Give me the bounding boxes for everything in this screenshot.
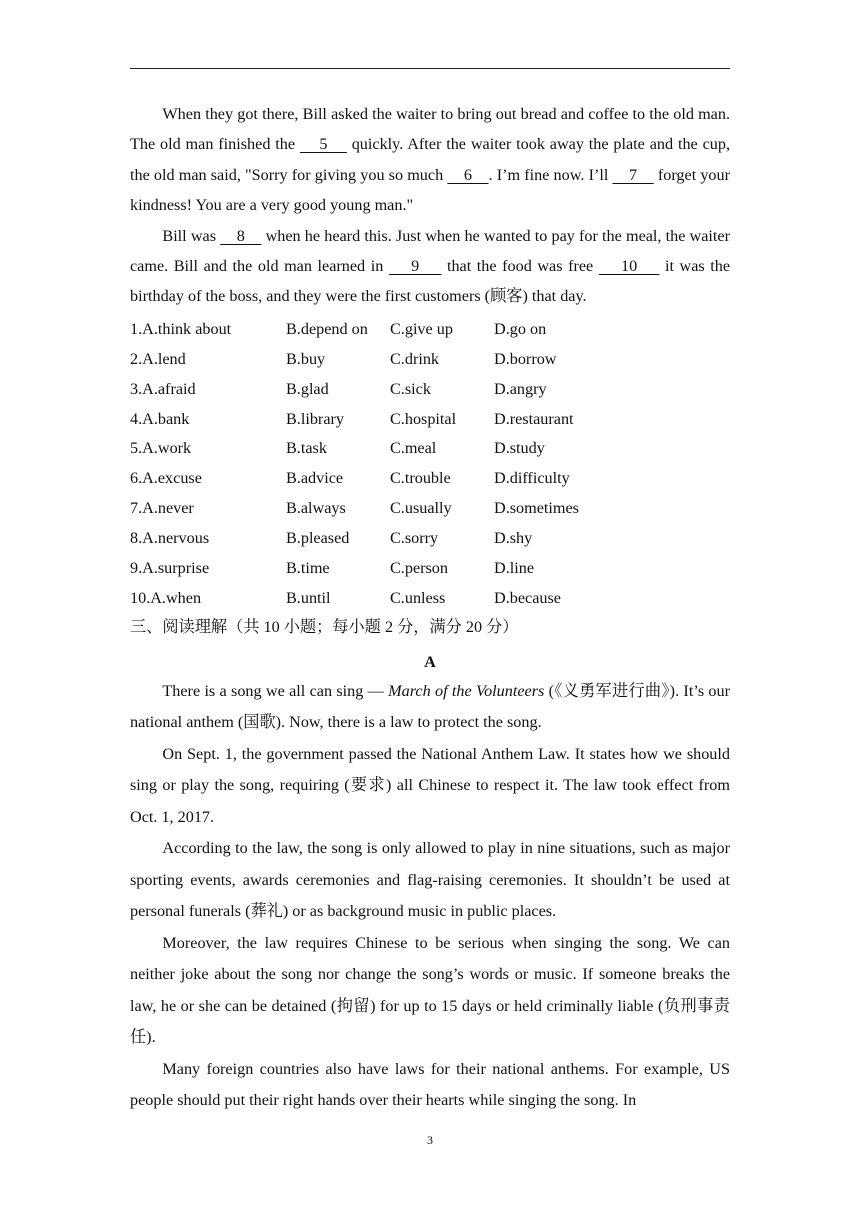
option-d: D.shy <box>494 529 533 548</box>
option-a: 3.A.afraid <box>130 379 196 398</box>
option-a: 9.A.surprise <box>130 558 210 577</box>
option-b: B.until <box>286 588 331 607</box>
option-row-2 <box>130 345 730 375</box>
passage-paragraph-2: On Sept. 1, the government passed the National Anthem Law. It states how we should sing or play the song, requiring (要求) all Chinese to respect it. The law took effect from Oct. 1, 2017. <box>130 744 730 826</box>
option-d: D.borrow <box>494 349 557 368</box>
option-b: B.advice <box>286 469 344 488</box>
option-d: D.sometimes <box>494 499 579 518</box>
option-row-5 <box>130 434 730 464</box>
text-segment: . I’m fine now. I’ll <box>488 165 613 184</box>
option-c: C.meal <box>390 439 437 458</box>
passage-paragraph-5: Many foreign countries also have laws for their national anthems. For example, US people should put their right hands over their hearts while singing the song. In <box>130 1059 730 1110</box>
option-a: 8.A.nervous <box>130 529 210 548</box>
option-b: B.library <box>286 409 344 428</box>
option-row-1 <box>130 315 730 345</box>
option-a: 7.A.never <box>130 499 194 518</box>
passage-title: A <box>424 652 436 671</box>
option-d: D.line <box>494 558 535 577</box>
option-d: D.restaurant <box>494 409 574 428</box>
option-row-4 <box>130 405 730 435</box>
option-a: 5.A.work <box>130 439 192 458</box>
answer-options <box>130 315 730 614</box>
option-d: D.difficulty <box>494 469 570 488</box>
blank-6: 6 <box>447 165 489 184</box>
page-number: 3 <box>427 1133 433 1147</box>
text-segment: that the food was free <box>441 257 599 276</box>
cloze-paragraph-1 <box>130 99 730 221</box>
blank-9: 9 <box>388 257 442 276</box>
option-row-7 <box>130 494 730 524</box>
option-b: B.depend on <box>286 319 368 338</box>
option-b: B.always <box>286 499 346 518</box>
option-c: C.usually <box>390 499 452 518</box>
passage-paragraph-4: Moreover, the law requires Chinese to be serious when singing the song. We can neither joke about the song nor change the song’s words or music. If someone breaks the law, he or she can be detained (拘留) for up to 15 days or held criminally liable (负刑事责任). <box>130 933 730 1047</box>
text-segment: Bill was <box>162 226 221 245</box>
option-a: 4.A.bank <box>130 409 190 428</box>
blank-10: 10 <box>598 257 660 276</box>
option-b: B.pleased <box>286 529 350 548</box>
option-c: C.trouble <box>390 469 451 488</box>
option-c: C.person <box>390 558 448 577</box>
blank-7: 7 <box>612 165 654 184</box>
option-c: C.hospital <box>390 409 457 428</box>
option-d: D.because <box>494 588 561 607</box>
option-c: C.sick <box>390 379 431 398</box>
text-segment: (《义勇军进行曲》). It’s our national anthem (国歌). Now, there is a law to protect the song. <box>130 681 730 732</box>
option-row-3 <box>130 375 730 405</box>
option-a: 10.A.when <box>130 588 202 607</box>
text-segment: When they got there, Bill asked the waiter to bring out bread and coffee to the old man. The old man finished the <box>130 105 730 154</box>
text-segment: it was the birthday of the boss, and they were the first customers (顾客) that day. <box>130 257 731 306</box>
song-title: March of the Volunteers <box>388 681 545 700</box>
text-segment: There is a song we all can sing — <box>162 681 389 700</box>
option-d: D.angry <box>494 379 547 398</box>
option-row-6 <box>130 464 730 494</box>
option-b: B.task <box>286 439 327 458</box>
option-b: B.time <box>286 558 330 577</box>
option-a: 1.A.think about <box>130 319 232 338</box>
text-segment: quickly. After the waiter took away the plate and the cup, the old man said, "Sorry for giving you so much <box>130 135 730 184</box>
option-b: B.buy <box>286 349 326 368</box>
passage-paragraph-1 <box>130 676 730 739</box>
page-content <box>130 99 730 1117</box>
option-d: D.study <box>494 439 545 458</box>
text-segment: when he heard this. Just when he wanted to pay for the meal, the waiter came. Bill and the old man learned in <box>130 226 730 276</box>
option-row-10 <box>130 584 730 614</box>
blank-8: 8 <box>220 226 262 245</box>
option-a: 6.A.excuse <box>130 469 202 488</box>
section-heading: 三、阅读理解（共 10 小题；每小题 2 分，满分 20 分） <box>130 617 519 636</box>
option-b: B.glad <box>286 379 329 398</box>
option-c: C.give up <box>390 319 453 338</box>
option-c: C.unless <box>390 588 446 607</box>
option-row-8 <box>130 524 730 554</box>
option-d: D.go on <box>494 319 547 338</box>
option-c: C.drink <box>390 349 440 368</box>
option-a: 2.A.lend <box>130 349 186 368</box>
blank-5: 5 <box>299 135 347 154</box>
header-rule <box>130 68 730 69</box>
cloze-paragraph-2 <box>130 221 730 312</box>
text-segment: forget your kindness! You are a very good young man." <box>130 165 731 215</box>
passage-paragraph-3: According to the law, the song is only allowed to play in nine situations, such as major sporting events, awards ceremonies and flag-raising ceremonies. It shouldn’t be used at personal funerals (葬礼) or as background music in public places. <box>130 839 730 921</box>
option-c: C.sorry <box>390 529 439 548</box>
option-row-9 <box>130 554 730 584</box>
